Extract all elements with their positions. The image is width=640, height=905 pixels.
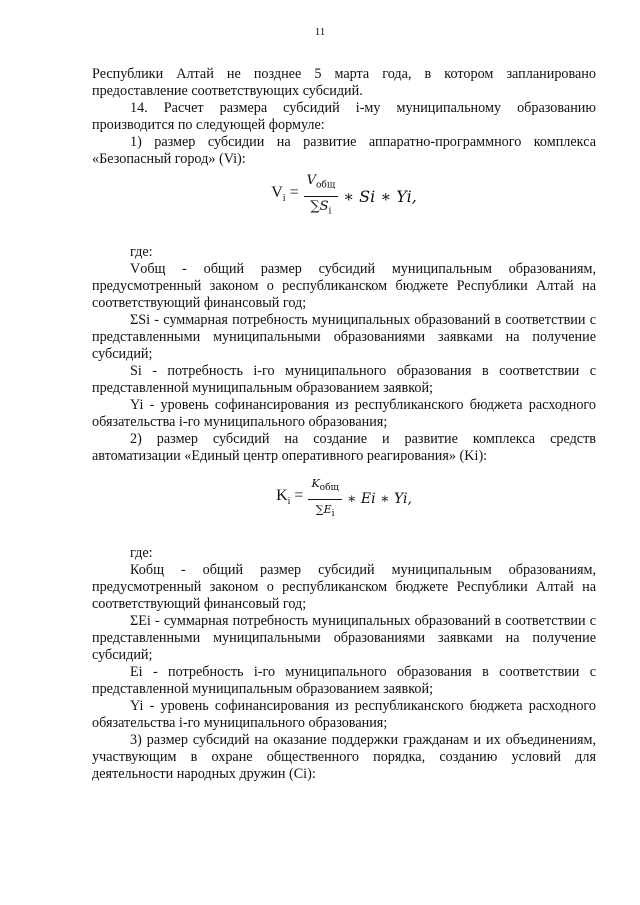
formula-ki [92, 475, 596, 523]
formula-ki-denominator: $\sum E_i$ [315, 502, 335, 519]
formula-vi-rhs: ∗ Si ∗ Yi, [343, 186, 417, 206]
where-label-1: где: [130, 244, 153, 260]
definition-ei: Ei - потребность i-го муниципального образования в соответствии с представленной муниципальным образованием заявкой; [92, 664, 596, 697]
definition-yi-1: Yi - уровень софинансирования из республиканского бюджета расходного обязательства i-го муниципального образования; [92, 397, 596, 430]
paragraph-item-2: 2) размер субсидий на создание и развитие комплекса средств автоматизации «Единый центр оперативного реагирования» (Ki): [92, 431, 596, 464]
formula-ki-numerator: $K_{общ}$ [308, 475, 341, 499]
formula-vi-lhs: $V_i$ = [271, 184, 299, 205]
formula-vi-fraction [304, 172, 339, 220]
formula-ki-rhs: ∗ Ei ∗ Yi, [346, 490, 412, 507]
formula-ki-lhs: $K_i$ = [276, 487, 304, 508]
definition-si: Si - потребность i-го муниципального образования в соответствии с представленной муниципальным образованием заявкой; [92, 363, 596, 396]
definition-vobsh: Vобщ - общий размер субсидий муниципальным образованиям, предусмотренный законом о республиканском бюджете Республики Алтай на соответствующий финансовый год; [92, 261, 596, 311]
definition-kobsh: Кобщ - общий размер субсидий муниципальным образованиям, предусмотренный законом о республиканском бюджете Республики Алтай на соответствующий финансовый год; [92, 562, 596, 612]
formula-vi [92, 170, 596, 222]
definition-yi-2: Yi - уровень софинансирования из республиканского бюджета расходного обязательства i-го муниципального образования; [92, 698, 596, 731]
page-number: 11 [314, 26, 326, 38]
formula-ki-fraction [308, 475, 341, 522]
document-body [92, 66, 596, 783]
paragraph-item-1: 1) размер субсидии на развитие аппаратно-программного комплекса «Безопасный город» (Vi): [92, 134, 596, 167]
paragraph-continuation: Республики Алтай не позднее 5 марта года, в котором запланировано предоставление соответствующих субсидий. [92, 66, 596, 99]
definition-sum-ei: ΣEi - суммарная потребность муниципальных образований в соответствии с представленными муниципальными образованиями заявками на получение субсидий; [92, 613, 596, 663]
paragraph-item-3: 3) размер субсидий на оказание поддержки гражданам и их объединениям, участвующим в охране общественного порядка, созданию условий для деятельности народных дружин (Ci): [92, 732, 596, 782]
definition-sum-si: ΣSi - суммарная потребность муниципальных образований в соответствии с представленными муниципальными образованиями заявками на получение субсидий; [92, 312, 596, 362]
formula-vi-numerator: $V_{общ}$ [304, 172, 339, 197]
where-label-2: где: [130, 545, 153, 561]
formula-vi-denominator: $\sum S_i$ [310, 198, 332, 217]
paragraph-section-14: 14. Расчет размера субсидий i-му муниципальному образованию производится по следующей формуле: [92, 100, 596, 133]
